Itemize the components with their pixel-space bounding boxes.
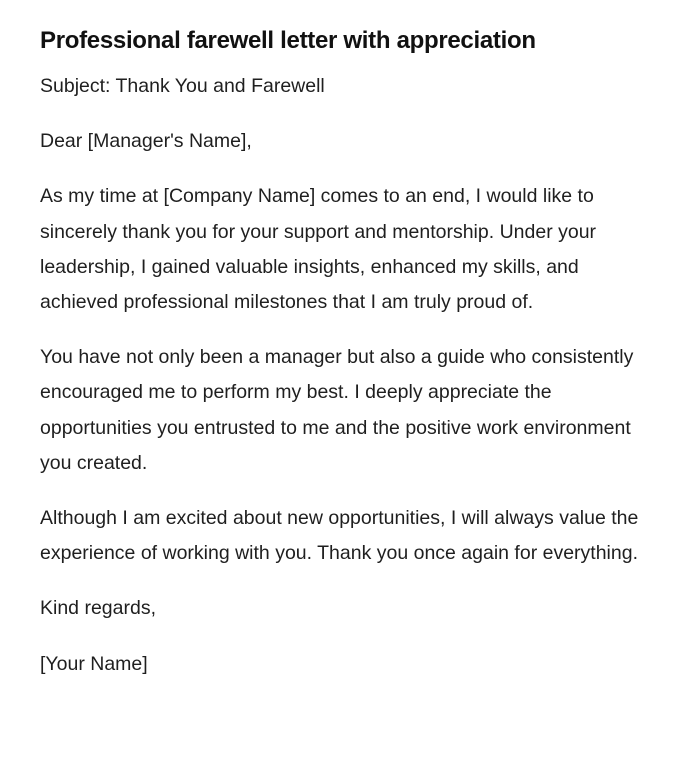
- page-title: Professional farewell letter with appreciation: [40, 27, 536, 54]
- letter-paragraph-3: Although I am excited about new opportunities, I will always value the experience of working with you. Thank you once again for everything.: [40, 507, 639, 565]
- letter-salutation: Dear [Manager's Name],: [40, 130, 252, 153]
- letter-paragraph-2: You have not only been a manager but also a guide who consistently encouraged me to perform my best. I deeply appreciate the opportunities you entrusted to me and the positive work environment you created.: [40, 346, 634, 474]
- letter-signature: [Your Name]: [40, 652, 148, 675]
- letter-subject: Subject: Thank You and Farewell: [40, 75, 325, 97]
- letter-paragraph-1: As my time at [Company Name] comes to an end, I would like to sincerely thank you for your support and mentorship. Under your leadership, I gained valuable insights, enhanced my skills, and achieved professional milestones that I am truly proud of.: [40, 185, 597, 314]
- letter-closing: Kind regards,: [40, 597, 156, 620]
